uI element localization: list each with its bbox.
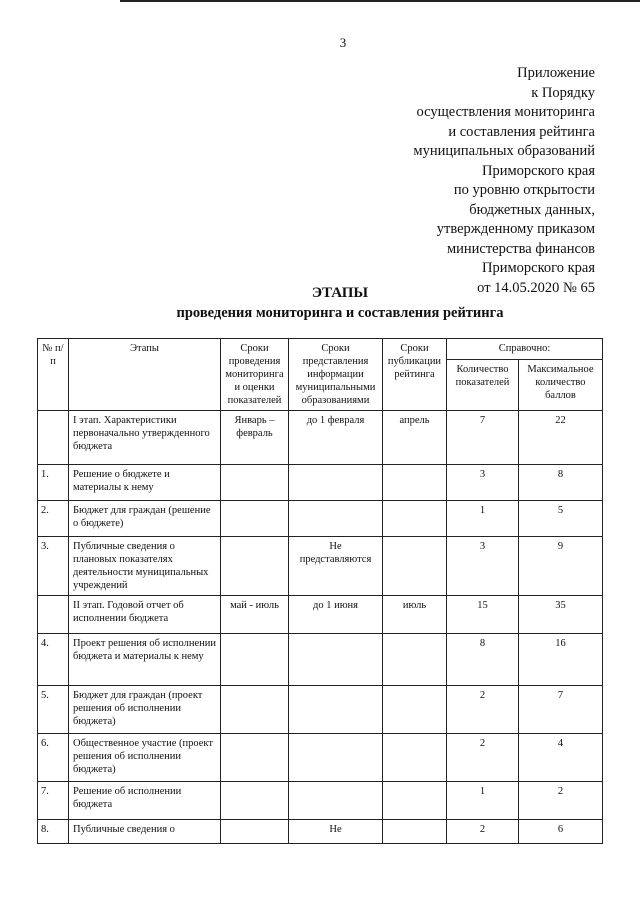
table-row: [38, 411, 603, 465]
header-indicator-count: Количество показателей: [447, 360, 519, 411]
row-info: [289, 734, 383, 782]
row-num: 5.: [38, 686, 69, 734]
row-count: 1: [447, 501, 519, 537]
appendix-line: утвержденному приказом: [436, 221, 595, 237]
row-stage: Решение об исполнении бюджета: [69, 782, 221, 820]
row-info: [289, 465, 383, 501]
row-publication: июль: [383, 596, 447, 634]
row-count: 2: [447, 734, 519, 782]
row-count: 2: [447, 820, 519, 844]
row-points: 7: [519, 686, 603, 734]
row-count: 1: [447, 782, 519, 820]
appendix-line: от 14.05.2020 № 65: [477, 279, 595, 296]
appendix-line: муниципальных образований: [413, 143, 595, 159]
document-title: ЭТАПЫ: [311, 285, 369, 301]
row-num: 3.: [38, 537, 69, 596]
row-num: 1.: [38, 465, 69, 501]
header-monitoring-period: Сроки проведения мониторинга и оценки показателей: [221, 339, 289, 411]
appendix-line: по уровню открытости: [453, 182, 595, 198]
row-stage: Бюджет для граждан (проект решения об исполнении бюджета): [69, 686, 221, 734]
row-stage: Публичные сведения о плановых показателях деятельности муниципальных учреждений: [69, 537, 221, 596]
appendix-line: Приложение: [517, 65, 595, 81]
row-monitoring: Январь – февраль: [221, 411, 289, 465]
row-points: 8: [519, 465, 603, 501]
row-monitoring: [221, 537, 289, 596]
appendix-line: Приморского края: [481, 162, 595, 179]
row-num: 7.: [38, 782, 69, 820]
row-num: [38, 596, 69, 634]
appendix-block: [413, 64, 595, 298]
row-publication: апрель: [383, 411, 447, 465]
row-points: 16: [519, 634, 603, 686]
row-info: [289, 634, 383, 686]
row-info: до 1 июня: [289, 596, 383, 634]
table-row: [38, 596, 603, 634]
row-stage: Публичные сведения о: [69, 820, 221, 844]
row-stage: Решение о бюджете и материалы к нему: [69, 465, 221, 501]
table-row: [38, 782, 603, 820]
row-stage: I этап. Характеристики первоначально утвержденного бюджета: [69, 411, 221, 465]
table-row: [38, 501, 603, 537]
appendix-line: осуществления мониторинга: [416, 104, 595, 120]
row-monitoring: май - июль: [221, 596, 289, 634]
row-stage: Проект решения об исполнении бюджета и материалы к нему: [69, 634, 221, 686]
appendix-line: и составления рейтинга: [448, 123, 595, 140]
row-publication: [383, 782, 447, 820]
row-info: [289, 782, 383, 820]
row-points: 9: [519, 537, 603, 596]
top-border-line: [120, 0, 640, 2]
row-monitoring: [221, 634, 289, 686]
row-points: 6: [519, 820, 603, 844]
row-publication: [383, 686, 447, 734]
row-points: 2: [519, 782, 603, 820]
row-monitoring: [221, 501, 289, 537]
row-publication: [383, 465, 447, 501]
row-publication: [383, 537, 447, 596]
appendix-line: Приморского края: [481, 260, 595, 276]
appendix-line: министерства финансов: [446, 240, 595, 257]
row-count: 2: [447, 686, 519, 734]
table-row: [38, 537, 603, 596]
row-publication: [383, 820, 447, 844]
row-info: до 1 февраля: [289, 411, 383, 465]
row-publication: [383, 634, 447, 686]
row-count: 8: [447, 634, 519, 686]
page-number: 3: [339, 35, 347, 50]
row-stage: Общественное участие (проект решения об исполнении бюджета): [69, 734, 221, 782]
row-monitoring: [221, 734, 289, 782]
table-row: [38, 686, 603, 734]
row-points: 35: [519, 596, 603, 634]
row-points: 4: [519, 734, 603, 782]
row-num: [38, 411, 69, 465]
row-info: [289, 501, 383, 537]
row-num: 8.: [38, 820, 69, 844]
header-max-points: Максимальное количество баллов: [519, 360, 603, 411]
row-points: 5: [519, 501, 603, 537]
row-info: Не: [289, 820, 383, 844]
table-header-row: [38, 339, 603, 360]
row-stage: Бюджет для граждан (решение о бюджете): [69, 501, 221, 537]
appendix-line: к Порядку: [531, 84, 595, 101]
header-publication-period: Сроки публикации рейтинга: [383, 339, 447, 411]
row-count: 15: [447, 596, 519, 634]
row-num: 6.: [38, 734, 69, 782]
row-count: 7: [447, 411, 519, 465]
row-num: 2.: [38, 501, 69, 537]
appendix-line: бюджетных данных,: [469, 201, 595, 218]
row-monitoring: [221, 820, 289, 844]
header-num: № п/п: [38, 339, 69, 411]
table-row: [38, 465, 603, 501]
row-info: Не представляются: [289, 537, 383, 596]
row-stage: II этап. Годовой отчет об исполнении бюджета: [69, 596, 221, 634]
row-monitoring: [221, 686, 289, 734]
row-count: 3: [447, 465, 519, 501]
row-monitoring: [221, 465, 289, 501]
table-row: [38, 634, 603, 686]
row-points: 22: [519, 411, 603, 465]
row-publication: [383, 501, 447, 537]
header-stages: Этапы: [69, 339, 221, 411]
table-row: [38, 734, 603, 782]
row-monitoring: [221, 782, 289, 820]
table-row: [38, 820, 603, 844]
header-reference: Справочно:: [447, 339, 603, 360]
row-count: 3: [447, 537, 519, 596]
stages-table: [37, 338, 603, 844]
row-info: [289, 686, 383, 734]
document-subtitle: проведения мониторинга и составления рейтинга: [176, 305, 504, 321]
header-info-period: Сроки представления информации муниципальными образованиями: [289, 339, 383, 411]
row-publication: [383, 734, 447, 782]
row-num: 4.: [38, 634, 69, 686]
